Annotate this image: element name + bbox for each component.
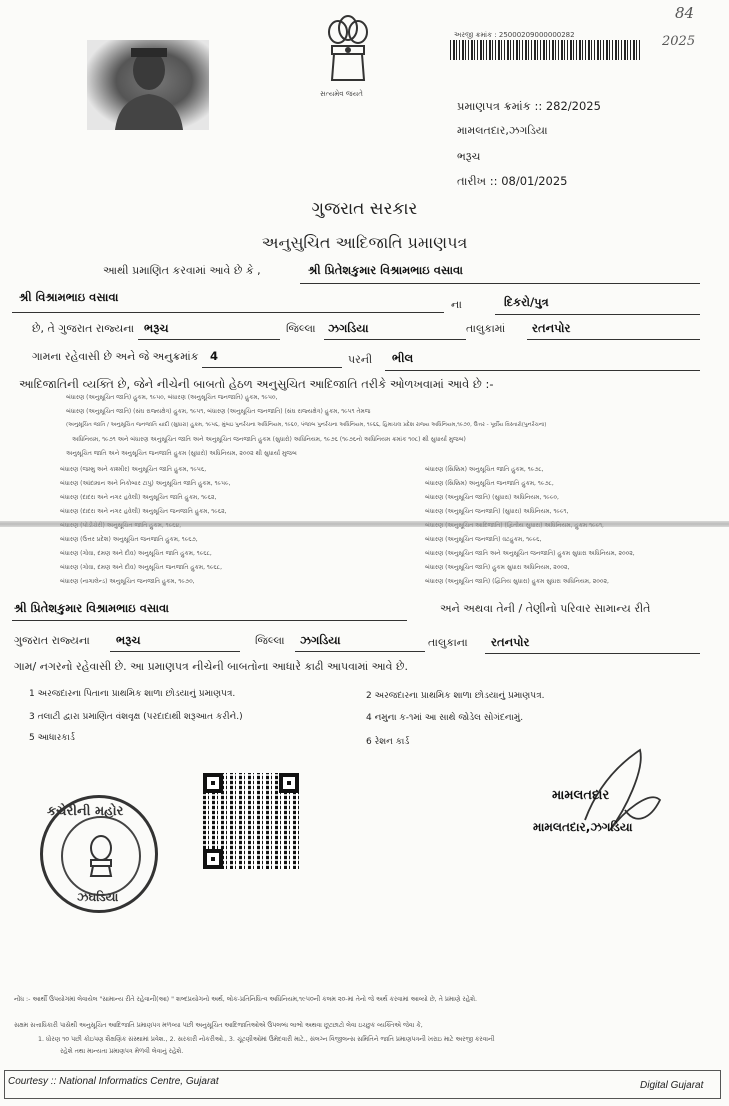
relation: દિકરો/પુત્ર [504,295,549,309]
note-line: નોંધ :- આર્થી ઉપયોગમાં લેવાયેલ "સામાન્ય રીતે રહેવાની(આ) " શબ્દપ્રયોગનો અર્થ, લોક-પ્રતિનિધિત્વ અધિનિયમ,૧૯૫૦ની કલમ ૨૦-માં તેનો જે અર્થ કરવામાં આવ્યો છે, તે પ્રમાણે રહેશે. [14,996,477,1003]
order-item: બંધારણ (નાગાલેન્ડ) અનુસૂચિત જનજાતિ હુકમ, ૧૯૭૦, [60,578,195,585]
applicant-name: શ્રી પ્રિતેશકુમાર વિશ્રામભાઇ વસાવા [308,263,463,277]
second-village-value: રતનપોર [491,635,530,649]
issuing-office: મામલતદાર,ઝગડિયા [457,124,548,137]
order-item: બંધારણ (દાદરા અને નગર હવેલી) અનુસૂચિત જનજાતિ હુકમ, ૧૯૬૨, [60,508,227,515]
second-state-label: ગુજરાત રાજ્યના [14,634,90,647]
second-applicant-name: શ્રી પ્રિતેશકુમાર વિશ્રામભાઇ વસાવા [14,601,169,615]
district-value: ભરૂચ [144,321,169,335]
note-line: રહેશે તથા માન્યતા પ્રમાણપત્ર મેળવી લેવાનું રહેશે. [60,1048,184,1055]
order-item: બંધારણ (અનુસૂચિત જનજાતિ) વટહુકમ, ૧૯૯૬, [425,536,542,543]
order-item: બંધારણ (સિક્કિમ) અનુસૂચિત જનજાતિ હુકમ, ૧૯૭૮, [425,480,554,487]
family-text: અને અથવા તેની / તેણીનો પરિવાર સામાન્ય રીતે [440,602,651,615]
document-item: 1 અરજદારના પિતાના પ્રાથમિક શાળા છોડયાનું પ્રમાણપત્ર. [29,689,236,699]
signature-office: મામલતદાર,ઝગડિયા [533,820,633,834]
caste-value: ભીલ [392,351,414,365]
father-name: શ્રી વિશ્રામભાઇ વસાવા [19,290,119,304]
order-item: બંધારણ (જમ્મુ અને કાશ્મીર) અનુસૂચિત જાતિ હુકમ, ૧૯૫૬, [60,466,207,473]
issuing-district: ભરૂચ [457,150,481,163]
order-item: બંધારણ (અનુસૂચિત જાતિ અને અનુસૂચિત જનજાતિ) હુકમ સુધારા અધિનિયમ, ૨૦૦૨, [425,550,635,557]
certificate-number: પ્રમાણપત્ર ક્રમાંક :: 282/2025 [457,99,601,113]
order-line: અનુસૂચિત જાતિ અને અનુસૂચિત જનજાતિ હુકમ (સુધારો) અધિનિયમ, ૨૦૦૨ થી સુધાર્યા મુજબ [66,450,297,457]
document-item: 4 નમુના ક-૧માં આ સાથે જોડેલ સોગંદનામું. [366,713,524,723]
village-value: રતનપોર [532,321,571,335]
tribe-sentence: આદિજાતિની વ્યક્તિ છે, જેને નીચેની બાબતો હેઠળ અનુસુચિત આદિજાતિ તરીકે ઓળખવામાં આવે છે :- [19,377,494,391]
second-district-label: જિલ્લા [255,634,285,647]
applicant-photo [87,40,209,130]
order-item: બંધારણ (દાદરા અને નગર હવેલી) અનુસૂચિત જાતિ હુકમ, ૧૯૬૨, [60,494,217,501]
stamp-text-top: કચેરીની મહોર [47,804,124,819]
second-district-value: ભરૂચ [116,633,141,647]
taluka-label: તાલુકામાં [466,322,506,335]
order-line: અધિનિયમ, ૧૯૭૧ અને બંધારણ અનુસૂચિત જાતિ અને અનુસૂચિત જનજાતિ હુકમ (સુધારો) અધિનિયમ, ૧૯૭૬ (૧૯૭૬નો અધિનિયમ ક્રમાંક ૧૦૮) થી સુધાર્યા મુજબ) [72,436,466,443]
order-line: બંધારણ (અનુસૂચિત જાતિ) હુકમ, ૧૯૫૦, બંધારણ (અનુસૂચિત જનજાતિ) હુકમ, ૧૯૫૦, [66,394,278,401]
person-silhouette-icon [87,40,209,130]
order-line: (અનુસૂચિત જાતિ / અનુસૂચિત જનજાતિ યાદી (સુધારા) હુકમ, ૧૯૫૬, મુંબઇ પુનર્રચના અધિનિયમ, ૧૯૬૦, પંજાબ પુનર્રચના અધિનિયમ, ૧૯૬૬, હિમાચલ પ્રદેશ રાજ્ય અધિનિયમ,૧૯૭૦, ઉત્તર - પૂર્વીય વિસ્તારો(પુનર્રચના) [66,422,547,428]
order-item: બંધારણ (અનુસૂચિત જાતિ) (સુધારા) અધિનિયમ, ૧૯૯૦, [425,494,559,501]
district-label: જિલ્લા [286,322,316,335]
emblem-motto: સત્યમેવ જયતે [320,90,363,98]
serial-value: 4 [210,349,219,363]
document-item: 2 અરજદારના પ્રાથમિક શાળા છોડયાનું પ્રમાણપત્ર. [366,691,545,701]
signature-title: મામલતદાર [552,788,610,803]
order-line: બંધારણ (અનુસૂચિત જાતિ) (સંઘ રાજ્યક્ષેત્ર) હુકમ, ૧૯૫૧, બંધારણ (અનુસૂચિત જનજાતિ) (સંઘ રાજ્યક્ષેત્ર) હુકમ, ૧૯૫૧ તેમજ [66,408,371,415]
handwritten-note-year: 2025 [662,34,696,49]
verification-qr-code [203,773,299,869]
orders-right-column [425,466,720,592]
caste-label: પરની [348,353,373,366]
stamp-text-bottom: ઝઘડિયા [77,890,119,904]
issue-date: તારીખ :: 08/01/2025 [457,174,568,188]
certificate-title: અનુસુચિત આદિજાતિ પ્રમાણપત્ર [261,233,468,252]
footer-courtesy: Courtesy :: National Informatics Centre, Gujarat [8,1076,219,1087]
second-taluka-label: તાલુકાના [428,636,468,649]
order-item: બંધારણ (સિક્કિમ) અનુસૂચિત જાતિ હુકમ, ૧૯૭૮, [425,466,544,473]
certify-intro: આથી પ્રમાણિત કરવામાં આવે છે કે , [103,264,261,277]
order-item: બંધારણ (ગોવા, દમણ અને દીવ) અનુસૂચિત જાતિ હુકમ, ૧૯૬૮, [60,550,212,557]
note-line: સક્ષમ સત્તાધિકારી પાસેથી અનુસૂચિત આદિજાતિ પ્રમાણપત્ર મળવ્યા પછી અનુસૂચિત આદિજાતિઓએ ઉપલબ્ધ લાભો અથવા છૂટછાટો લેવા ઇચ્છુક વ્યક્તિએ જેવા કે, [14,1022,423,1029]
state-label: છે, તે ગુજરાત રાજ્યના [32,322,135,335]
order-item: બંધારણ (અનુસૂચિત જનજાતિ) (સુધારા) અધિનિયમ, ૧૯૯૧, [425,508,569,515]
document-item: 6 રેશન કાર્ડ [366,737,410,747]
note-line: 1. ધોરણ ૧૦ પછી કોઇપણ શૈક્ષણિક સંસ્થામાં પ્રવેશ., 2. સરકારી નોકરીઓ., 3. ચૂંટણીઓમાં ઉમેદવારી માટે., સંલગ્ન વિજીલન્સ સમિતિને જાતિ પ્રમાણપત્રની ખરાઇ માટે અરજી કરવાની [38,1036,495,1043]
office-stamp [40,795,158,913]
order-item: બંધારણ (ઉત્તર પ્રદેશ) અનુસૂચિત જનજાતિ હુકમ, ૧૯૬૭, [60,536,198,543]
scan-artifact-line [0,521,729,527]
government-title: ગુજરાત સરકાર [311,199,418,219]
order-item: બંધારણ (અનુસૂચિત જાતિ) (દ્વિતિય સુધારા) હુકમ સુધારા અધિનિયમ, ૨૦૦૨, [425,578,609,585]
taluka-value: ઝગડિયા [328,321,369,335]
ashoka-emblem-icon [318,14,378,86]
orders-left-column [60,466,400,592]
basis-text: ગામ/ નગરનો રહેવાસી છે. આ પ્રમાણપત્ર નીચેની બાબતોના આધારે કાઢી આપવામાં આવે છે. [14,660,409,673]
national-emblem [318,14,378,100]
order-item: બંધારણ (અનુસૂચિત જાતિ) હુકમ સુધારા અધિનિયમ, ૨૦૦૨, [425,564,570,571]
footer-brand: Digital Gujarat [640,1080,704,1091]
serial-label: ગામના રહેવાસી છે અને જે અનુક્રમાંક [32,350,199,363]
handwritten-note-number: 84 [675,4,695,22]
second-taluka-value: ઝગડિયા [300,633,341,647]
document-item: 5 આધારકાર્ડ [29,733,75,743]
document-item: 3 તલાટી દ્વારા પ્રમાણિત વંશવૃક્ષ (પરદાદાથી શરૂઆત કરીને.) [29,712,243,722]
application-barcode [450,40,642,60]
application-number: અરજી ક્રમાંક : 25000209000000282 [454,31,575,39]
emblem-icon [81,834,121,878]
na-label: ના [451,298,462,311]
order-item: બંધારણ (ગોવા, દમણ અને દીવ) અનુસૂચિત જનજાતિ હુકમ, ૧૯૬૮, [60,564,222,571]
order-item: બંધારણ (આંદામાન અને નિકોબાર ટાપુ) અનુસૂચિત જાતિ હુકમ, ૧૯૫૯, [60,480,231,487]
